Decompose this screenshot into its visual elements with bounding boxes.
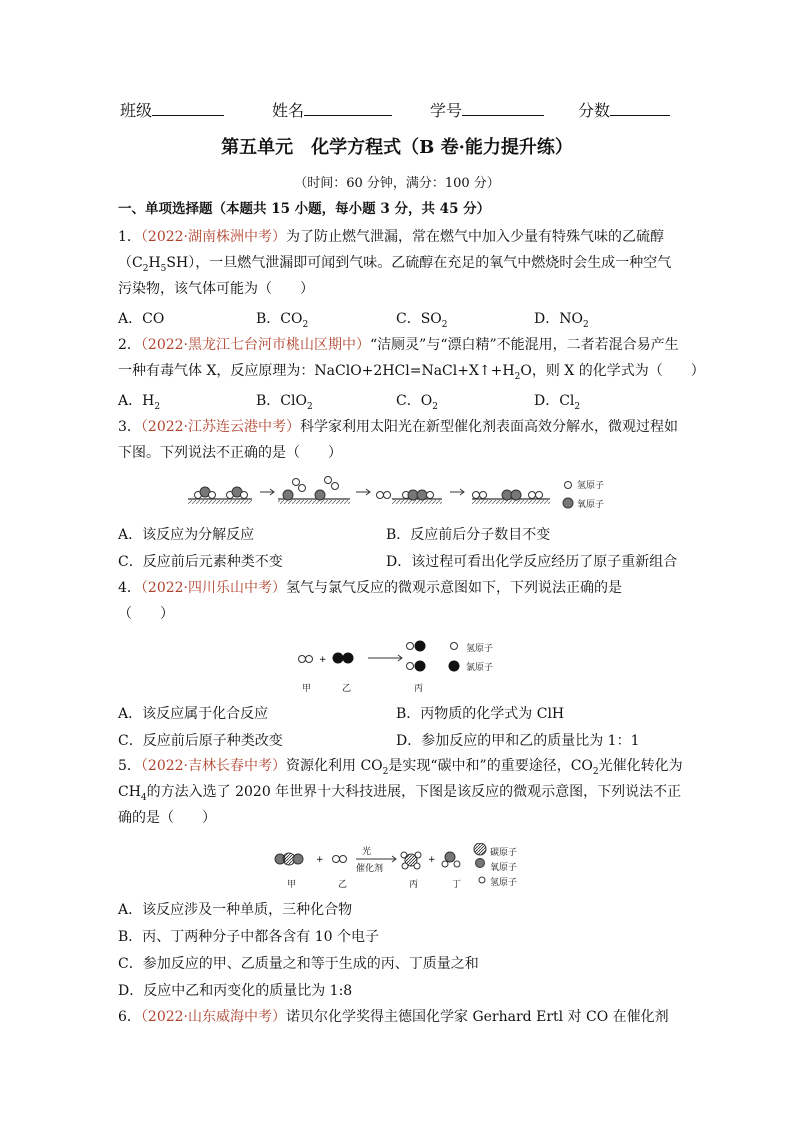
q5-arrow-bottom: 催化剂 [356, 864, 384, 874]
q4-option-a[interactable] [118, 703, 268, 723]
q3-line1 [118, 417, 678, 437]
q2-line1 [118, 335, 679, 355]
q1-option-a[interactable] [118, 308, 164, 328]
name-field [272, 98, 392, 121]
q2-text2b: O，则 X 的化学式为（ ） [520, 363, 705, 379]
q4-option-c[interactable] [118, 730, 283, 750]
q3-option-b[interactable] [386, 524, 550, 544]
q5-number: 5． [118, 758, 141, 774]
q4-legend-cl: 氯原子 [466, 663, 494, 673]
q2-option-d-text: D．Cl [534, 393, 575, 409]
q3-option-d[interactable] [386, 551, 677, 571]
q5-option-d[interactable] [118, 980, 352, 1000]
q1-text2a: （C [118, 255, 143, 271]
q4-line2 [118, 604, 174, 624]
q1-line2 [118, 253, 671, 279]
q1-option-a-text: A．CO [118, 311, 165, 327]
q2-option-c-sub: 2 [432, 401, 438, 412]
q5-text2a: CH [118, 784, 141, 800]
q5-sub: 2 [382, 766, 389, 777]
q5-option-a-text: A．该反应涉及一种单质，三种化合物 [118, 902, 353, 918]
q2-source: （2022·黑龙江七台河市桃山区期中） [140, 337, 371, 353]
q5-text2b: 的方法入选了 2020 年世界十大科技进展，下图是该反应的微观示意图，下列说法不正 [146, 784, 682, 800]
q1-option-c-text: C．SO [396, 311, 442, 327]
q2-option-c[interactable] [396, 390, 438, 412]
q4-line1 [118, 578, 622, 598]
q1-text2c: SH），一旦燃气泄漏即可闻到气味。乙硫醇在充足的氧气中燃烧时会生成一种空气 [166, 255, 672, 271]
q5-option-a[interactable] [118, 899, 352, 919]
q3-legend-h: 氢原子 [577, 481, 605, 491]
q5-option-d-text: D．反应中乙和丙变化的质量比为 1:8 [118, 983, 353, 999]
q5-legend-c: 碳原子 [490, 848, 518, 858]
class-blank[interactable] [152, 100, 224, 116]
q5-text1b: 是实现“碳中和”的重要途径，CO [388, 758, 593, 774]
section-text: 一、单项选择题（本题共 15 小题，每小题 3 分，共 45 分） [118, 201, 491, 217]
q5-line2 [118, 782, 681, 808]
q4-label-yi: 乙 [342, 684, 352, 694]
q5-option-c-text: C．参加反应的甲、乙质量之和等于生成的丙、丁质量之和 [118, 956, 479, 972]
q2-line2 [118, 361, 705, 387]
q1-option-d-text: D．NO [534, 311, 583, 327]
q1-source: （2022·湖南株洲中考） [140, 229, 287, 245]
q3-stage4 [472, 490, 550, 504]
q2-text2: 一种有毒气体 X，反应原理为：NaClO+2HCl=NaCl+X↑+H [118, 363, 515, 379]
q5-sub: 2 [592, 766, 599, 777]
q4-text1: 氢气与氯气反应的微观示意图如下，下列说法正确的是 [286, 580, 623, 596]
q3-stage3 [377, 490, 443, 504]
q5-label-ding: 丁 [452, 880, 462, 890]
q5-label-yi: 乙 [338, 880, 348, 890]
q1-option-d-sub: 2 [582, 319, 589, 330]
q1-option-b-sub: 2 [302, 319, 309, 330]
q2-option-a-text: A．H [118, 393, 155, 409]
q2-option-a-sub: 2 [154, 401, 161, 412]
q3-line2 [118, 443, 342, 463]
q4-legend-h: 氢原子 [466, 644, 494, 654]
q5-text1a: 资源化利用 CO [286, 758, 383, 774]
q5-label-jia: 甲 [287, 880, 297, 890]
q3-arrow2 [356, 489, 370, 495]
q3-option-b-text: B．反应前后分子数目不变 [386, 527, 551, 543]
q4-option-a-text: A．该反应属于化合反应 [118, 706, 269, 722]
id-label: 学号 [430, 101, 463, 120]
q1-option-c[interactable] [396, 308, 448, 330]
section-heading [118, 199, 490, 219]
q3-number: 3． [118, 419, 141, 435]
q2-option-b-sub: 2 [306, 401, 313, 412]
q6-text1: 诺贝尔化学奖得主德国化学家 Gerhard Ertl 对 CO 在催化剂 [286, 1009, 669, 1025]
q3-option-a[interactable] [118, 524, 254, 544]
q1-option-b-text: B．CO [256, 311, 303, 327]
q2-option-b-text: B．ClO [256, 393, 307, 409]
q5-sub: 4 [140, 792, 147, 803]
q3-option-c-text: C．反应前后元素种类不变 [118, 554, 283, 570]
q4-label-bing: 丙 [414, 684, 424, 694]
q3-source: （2022·江苏连云港中考） [140, 419, 301, 435]
q3-text1: 科学家利用太阳光在新型催化剂表面高效分解水，微观过程如 [300, 419, 679, 435]
q5-arrow-top: 光 [362, 847, 372, 857]
svg-text:+: + [428, 855, 436, 865]
q1-option-b[interactable] [256, 308, 308, 330]
q3-legend-h-symbol [565, 482, 572, 489]
q4-option-d-text: D．参加反应的甲和乙的质量比为 1：1 [396, 733, 640, 749]
score-blank[interactable] [610, 100, 670, 116]
q3-legend-o-symbol [563, 498, 573, 508]
q5-label-bing: 丙 [409, 880, 419, 890]
q2-text1: “洁厕灵”与“漂白精”不能混用，二者若混合易产生 [370, 337, 679, 353]
q4-source: （2022·四川乐山中考） [140, 580, 287, 596]
q5-line3 [118, 808, 216, 828]
q4-number: 4． [118, 580, 141, 596]
q3-figure [180, 472, 620, 514]
score-field [578, 98, 670, 121]
class-field [120, 98, 224, 121]
q2-number: 2． [118, 337, 141, 353]
name-blank[interactable] [304, 100, 392, 116]
q1-sub: 2 [142, 263, 149, 274]
svg-text:+: + [319, 655, 327, 665]
q5-text1c: 光催化转化为 [598, 758, 683, 774]
score-label: 分数 [578, 101, 611, 120]
q1-option-d[interactable] [534, 308, 589, 330]
q5-legend-h: 氢原子 [490, 878, 518, 888]
svg-text:+: + [316, 855, 324, 865]
id-field [430, 98, 544, 121]
q2-option-b[interactable] [256, 390, 313, 412]
q6-source: （2022·山东威海中考） [140, 1009, 287, 1025]
q1-option-c-sub: 2 [441, 319, 448, 330]
q1-line3 [118, 279, 314, 299]
q5-source: （2022·吉林长春中考） [140, 758, 287, 774]
q5-option-b-text: B．丙、丁两种分子中都各含有 10 个电子 [118, 929, 380, 945]
q1-sub: 5 [160, 263, 167, 274]
q2-option-d[interactable] [534, 390, 580, 412]
q3-arrow1 [260, 489, 274, 495]
page-title: 第五单元 化学方程式（B 卷·能力提升练） [221, 137, 573, 158]
q5-option-b[interactable] [118, 926, 379, 946]
q2-option-a[interactable] [118, 390, 160, 412]
q4-option-c-text: C．反应前后原子种类改变 [118, 733, 283, 749]
q5-legend-h-symbol [477, 875, 487, 885]
q1-text3: 污染物，该气体可能为（ ） [118, 281, 314, 297]
q5-text3: 确的是（ ） [118, 810, 216, 826]
q2-sub: 2 [514, 371, 521, 382]
id-blank[interactable] [462, 100, 544, 116]
q3-stage1 [188, 487, 252, 504]
q1-number: 1． [118, 229, 141, 245]
page-subtitle: （时间：60 分钟，满分：100 分） [294, 176, 500, 191]
q1-line1 [118, 227, 664, 247]
q5-legend-o: 氧原子 [490, 863, 518, 873]
q3-arrow3 [450, 489, 464, 495]
name-label: 姓名 [272, 101, 305, 120]
q4-option-d[interactable] [396, 730, 640, 750]
q4-text2: （ ） [118, 606, 174, 622]
q2-option-c-text: C．O [396, 393, 433, 409]
q2-option-d-sub: 2 [574, 401, 581, 412]
class-label: 班级 [120, 101, 153, 120]
q4-label-jia: 甲 [302, 684, 312, 694]
q6-line1 [118, 1007, 669, 1027]
q5-option-c[interactable] [118, 953, 479, 973]
q3-option-d-text: D．该过程可看出化学反应经历了原子重新组合 [386, 554, 678, 570]
q1-text1: 为了防止燃气泄漏，常在燃气中加入少量有特殊气味的乙硫醇 [286, 229, 665, 245]
q5-line1 [118, 756, 683, 782]
q4-option-b-text: B．丙物质的化学式为 ClH [396, 706, 565, 722]
q3-option-c[interactable] [118, 551, 283, 571]
q6-number: 6． [118, 1009, 141, 1025]
q4-option-b[interactable] [396, 703, 564, 723]
q3-option-a-text: A．该反应为分解反应 [118, 527, 255, 543]
q3-legend-o: 氧原子 [577, 500, 605, 510]
q3-stage2 [278, 477, 350, 505]
q1-text2b: H [148, 255, 161, 271]
q3-text2: 下图。下列说法不正确的是（ ） [118, 445, 342, 461]
